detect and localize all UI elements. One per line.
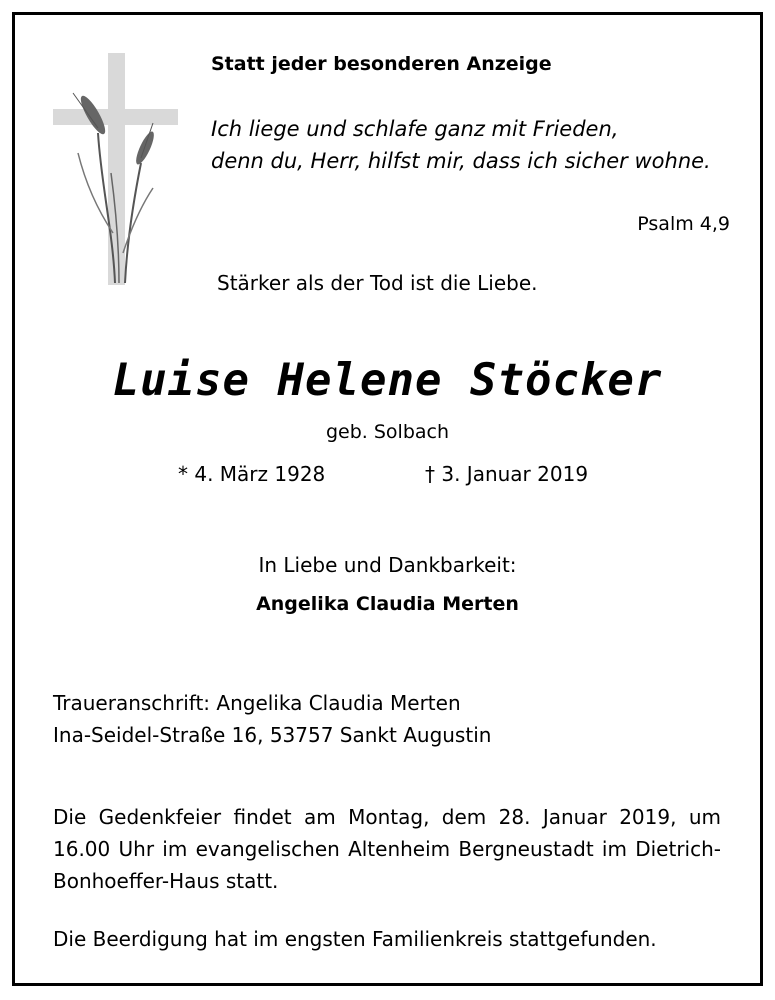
mourner-name: Angelika Claudia Merten xyxy=(256,593,519,615)
birth-name: geb. Solbach xyxy=(325,421,450,443)
notice-heading: Statt jeder besonderen Anzeige xyxy=(211,53,552,75)
cross-with-wheat-icon xyxy=(53,53,183,285)
obituary-notice xyxy=(12,12,763,986)
burial-text: Die Beerdigung hat im engsten Familienkreis stattgefunden. xyxy=(53,927,657,951)
death-date: † 3. Januar 2019 xyxy=(425,462,589,486)
deceased-name: Luise Helene Stöcker xyxy=(112,355,663,406)
mourning-address-line-2: Ina-Seidel-Straße 16, 53757 Sankt Augustin xyxy=(53,723,492,747)
birth-date: * 4. März 1928 xyxy=(178,462,326,486)
psalm-verse-line-2: denn du, Herr, hilfst mir, dass ich sicher wohne. xyxy=(211,149,711,173)
psalm-verse-line-1: Ich liege und schlafe ganz mit Frieden, xyxy=(211,117,619,141)
thanks-line: In Liebe und Dankbarkeit: xyxy=(258,553,517,577)
mourning-address-line-1: Traueranschrift: Angelika Claudia Merten xyxy=(53,691,461,715)
verse-source: Psalm 4,9 xyxy=(637,213,730,235)
motto: Stärker als der Tod ist die Liebe. xyxy=(217,271,538,295)
memorial-service-text: Die Gedenkfeier findet am Montag, dem 28. Januar 2019, um 16.00 Uhr im evangelischen Altenheim Bergneustadt im Dietrich-Bonhoeffer-Haus statt. xyxy=(53,805,721,893)
